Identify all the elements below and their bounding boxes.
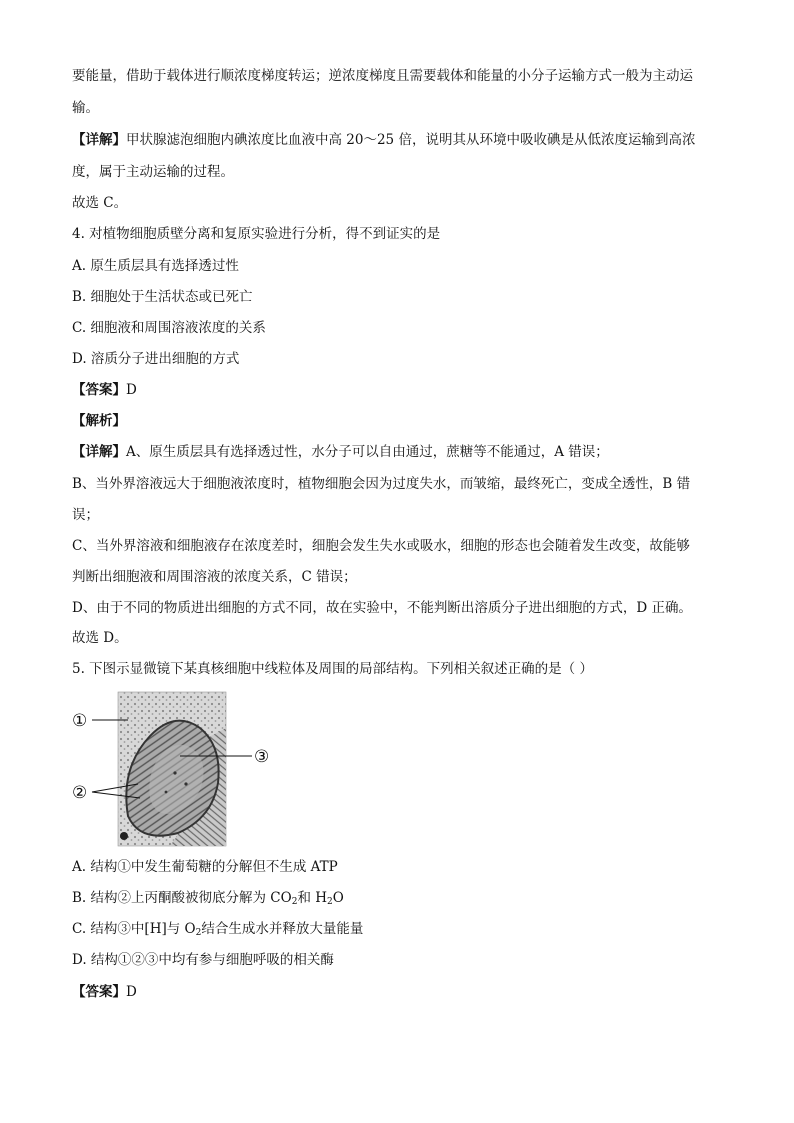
text-line: C、当外界溶液和细胞液存在浓度差时，细胞会发生失水或吸水，细胞的形态也会随着发生改变，故能够 — [72, 538, 690, 554]
option-c — [72, 919, 732, 939]
analysis-line — [72, 411, 732, 431]
option-b-text: 和 H — [297, 890, 328, 906]
label-3: ③ — [254, 747, 270, 767]
option-c-text: C. 结构③中[H]与 O — [72, 921, 196, 937]
answer-tag: 【答案】 — [72, 984, 126, 1000]
question-5: 5. 下图示显微镜下某真核细胞中线粒体及周围的局部结构。下列相关叙述正确的是（ ） — [72, 661, 593, 677]
text-line — [72, 130, 732, 150]
detail-text: 甲状腺滤泡细胞内碘浓度比血液中高 20～25 倍，说明其从环境中吸收碘是从低浓度运输到高浓 — [126, 132, 696, 148]
option-a: A. 结构①中发生葡萄糖的分解但不生成 ATP — [72, 859, 338, 875]
text-line: 故选 C。 — [72, 195, 128, 211]
label-2: ② — [72, 783, 88, 803]
text-line: 输。 — [72, 100, 99, 116]
mitochondrion-micrograph — [70, 688, 280, 848]
text-line: 度，属于主动运输的过程。 — [72, 164, 234, 180]
option-a: A. 原生质层具有选择透过性 — [72, 258, 239, 274]
text-line: 要能量，借助于载体进行顺浓度梯度转运；逆浓度梯度且需要载体和能量的小分子运输方式一般为主动运 — [72, 68, 693, 84]
option-b: B. 细胞处于生活状态或已死亡 — [72, 289, 253, 305]
text-line: 误； — [72, 507, 99, 523]
subscript: 2 — [327, 897, 333, 907]
option-c-text: 结合生成水并释放大量能量 — [201, 921, 364, 937]
option-d: D. 溶质分子进出细胞的方式 — [72, 351, 240, 367]
text-line: 判断出细胞液和周围溶液的浓度关系，C 错误； — [72, 569, 357, 585]
option-b — [72, 888, 732, 908]
text-line: D、由于不同的物质进出细胞的方式不同，故在实验中，不能判断出溶质分子进出细胞的方式，D 正确。 — [72, 600, 692, 616]
option-d: D. 结构①②③中均有参与细胞呼吸的相关酶 — [72, 952, 334, 968]
option-c: C. 细胞液和周围溶液浓度的关系 — [72, 320, 266, 336]
analysis-tag: 【解析】 — [72, 413, 126, 429]
text-line: 故选 D。 — [72, 630, 128, 646]
label-1: ① — [72, 711, 88, 731]
question-4: 4. 对植物细胞质壁分离和复原实验进行分析，得不到证实的是 — [72, 226, 441, 242]
option-b-text: O — [332, 890, 344, 906]
answer-value: D — [126, 382, 137, 398]
answer-tag: 【答案】 — [72, 382, 126, 398]
detail-text: A、原生质层具有选择透过性，水分子可以自由通过，蔗糖等不能通过，A 错误； — [126, 444, 609, 460]
answer-line — [72, 380, 732, 400]
detail-tag: 【详解】 — [72, 132, 126, 148]
text-line: B、当外界溶液远大于细胞液浓度时，植物细胞会因为过度失水，而皱缩，最终死亡，变成全透性，B 错 — [72, 476, 691, 492]
subscript: 2 — [291, 897, 298, 907]
detail-tag: 【详解】 — [72, 444, 126, 460]
option-b-text: B. 结构②上丙酮酸被彻底分解为 CO — [72, 890, 292, 906]
answer-line — [72, 982, 732, 1002]
detail-line — [72, 442, 732, 462]
answer-value: D — [126, 984, 137, 1000]
subscript: 2 — [195, 928, 202, 938]
